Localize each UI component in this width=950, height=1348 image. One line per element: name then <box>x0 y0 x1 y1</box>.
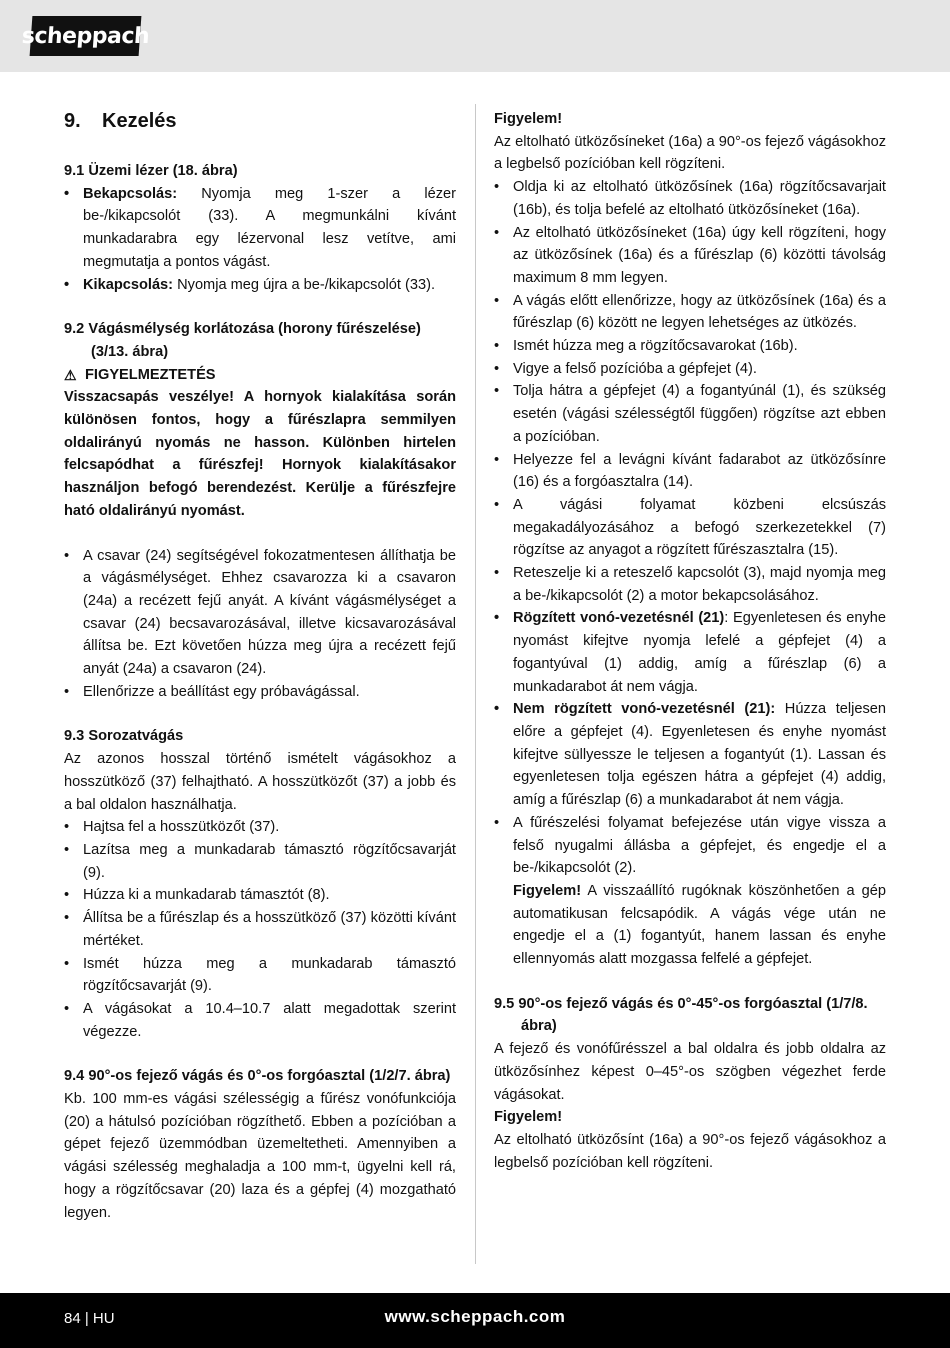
list-item <box>494 698 886 812</box>
list-item <box>494 176 886 221</box>
item-label: Kikapcsolás: <box>83 276 174 293</box>
warning-triangle-icon: ⚠ <box>64 366 77 383</box>
bullet: • <box>64 955 70 972</box>
bullet: • <box>64 547 70 564</box>
bullet: • <box>494 383 500 400</box>
heading-9-4: 9.4 90°-os fejező vágás és 0°-os forgóasztal (1/2/7. ábra) <box>64 1068 451 1085</box>
item-text: Ellenőrizze a beállítást egy próbavágással. <box>83 683 360 700</box>
list-item <box>494 290 886 335</box>
left-column <box>64 108 456 1224</box>
bullet: • <box>64 841 70 858</box>
list-item <box>494 494 886 562</box>
list-item <box>494 335 886 358</box>
item-label: Nem rögzített vonó-vezetésnél (21): <box>513 701 776 718</box>
attention-text-2: Az eltolható ütközősínt (16a) a 90°-os fejező vágásokhoz a legbelső pozícióban kell rögzíteni. <box>494 1131 886 1171</box>
item-text: Húzza ki a munkadarab támasztót (8). <box>83 887 330 904</box>
item-text: A vágási folyamat közbeni elcsúszás megakadályozásához a befogó szerkezetekkel (7) rögzítse az anyagot a rögzített fűrészasztalra (15). <box>513 496 886 559</box>
bullet: • <box>494 179 500 196</box>
list-9-3 <box>64 816 456 1043</box>
bullet: • <box>494 610 500 627</box>
warning-header <box>64 364 456 387</box>
list-item <box>64 274 456 297</box>
list-item <box>494 812 886 971</box>
item-text: Vigye a felső pozícióba a gépfejet (4). <box>513 360 757 377</box>
bullet: • <box>494 565 500 582</box>
item-text: Az eltolható ütközősíneket (16a) úgy kell rögzíteni, hogy az ütközősínek (16a) és a fűrészlap (6) közötti távolság maximum 8 mm legyen. <box>513 224 886 286</box>
bullet: • <box>494 701 500 718</box>
list-item <box>494 449 886 494</box>
paragraph-9-5: A fejező és vonófűrésszel a bal oldalra és jobb oldalra az ütközősínhez képest 0–45°-os szögben végezhet ferde vágásokat. <box>494 1041 886 1103</box>
website-link[interactable]: www.scheppach.com <box>384 1307 566 1326</box>
section-number: 9. <box>64 110 81 132</box>
paragraph-9-3: Az azonos hosszal történő ismételt vágásokhoz a hosszütköző (37) felhajtható. A hosszütközőt (37) a jobb és a bal oldalon használhatja. <box>64 751 456 813</box>
item-text: Húzza teljesen előre a gépfejet (4). Egyenletesen és enyhe nyomást kifejtve süllyessze le teljesen a fogantyút (1). Lassan és egyenletesen tolja egészen hátra a gépfejet (4) addig, amíg a fűrészlap (6) a munkadarabot át nem vágja. <box>513 701 886 809</box>
bullet: • <box>494 292 500 309</box>
bullet: • <box>494 224 500 241</box>
bullet: • <box>64 910 70 927</box>
footer-bar <box>0 1293 950 1348</box>
paragraph-9-4: Kb. 100 mm-es vágási szélességig a fűrész vonófunkciója (20) a hátulsó pozícióban rögzíthető. Ebben a pozícióban a gépet fejező üzemmódban üzemeltetheti. Amennyiben a vágási szélesség meghaladja a 100 mm-t, ügyelni kell rá, hogy a rögzítőcsavar (20) laza és a gépfej (4) mozgatható legyen. <box>64 1091 456 1221</box>
bullet: • <box>64 819 70 836</box>
item-text: Állítsa be a fűrészlap és a hosszütköző (37) közötti kívánt mértéket. <box>83 910 456 949</box>
column-divider <box>475 104 476 1264</box>
item-text: Helyezze fel a levágni kívánt fadarabot az ütközősínre (16) és a forgóasztalra (14). <box>513 451 886 491</box>
list-steps <box>494 176 886 971</box>
bullet: • <box>494 451 500 468</box>
list-item <box>64 816 456 839</box>
item-text: Ismét húzza meg a munkadarab támasztó rögzítőcsavarját (9). <box>83 955 456 995</box>
list-9-2 <box>64 545 456 704</box>
warning-text: Visszacsapás veszélye! A hornyok kialakítása során különösen fontos, hogy a fűrészlapra semmilyen oldalirányú nyomás ne hasson. Különben hirtelen felcsapódhat a fűrészfej! Hornyok kialakításakor használjon befogó berendezést. Kerülje a fűrészfejre ható oldalirányú nyomást. <box>64 389 456 519</box>
list-item <box>64 884 456 907</box>
item-text: Nyomja meg újra a be-/kikapcsolót (33). <box>173 276 436 293</box>
list-item <box>494 222 886 290</box>
list-item <box>64 681 456 704</box>
item-text: : Egyenletesen és enyhe nyomást kifejtve nyomja lefelé a gépfejet (4) a fogantyúval (1) addig, amíg a fűrészlap (6) a munkadarabot át nem vágja. <box>513 610 886 695</box>
item-text: A vágásokat a 10.4–10.7 alatt megadottak szerint végezze. <box>83 1000 456 1040</box>
bullet: • <box>494 496 500 513</box>
note-text: A visszaállító rugóknak köszönhetően a gép automatikusan felcsapódik. A vágás vége után ne engedje el a (1) fogantyút, hanem lassan és enyhe ellennyomás alatt mozgassa felfelé a gépfejet. <box>513 882 886 968</box>
warning-title: FIGYELMEZTETÉS <box>85 366 216 383</box>
list-item <box>64 545 456 681</box>
item-text: Ismét húzza meg a rögzítőcsavarokat (16b). <box>513 338 798 355</box>
attention-text: Az eltolható ütközősíneket (16a) a 90°-os fejező vágásokhoz a legbelső pozícióban kell rögzíteni. <box>494 133 886 173</box>
item-text: A fűrészelési folyamat befejezése után vigye vissza a felső nyugalmi állásba a gépfejet, és engedje el a be-/kikapcsolót (2). <box>513 814 886 877</box>
item-text: Oldja ki az eltolható ütközősínek (16a) rögzítőcsavarjait (16b), és tolja befelé az eltolható ütközősíneket (16a). <box>513 179 886 218</box>
list-item <box>64 907 456 952</box>
list-item <box>64 953 456 998</box>
list-item <box>494 358 886 381</box>
item-text: Lazítsa meg a munkadarab támasztó rögzítőcsavarját (9). <box>83 841 456 881</box>
attention-label-2: Figyelem! <box>494 1109 563 1126</box>
attention-label: Figyelem! <box>494 111 563 127</box>
item-text: A csavar (24) segítségével fokozatmentesen állíthatja be a vágásmélységet. Ehhez csavarozza ki a csavaron (24a) a recézett fejű anyát. A kívánt vágásmélységet a csavar (24) becsavarozásával, illetve kicsavarozásával állítsa be. Ezt követően húzza meg újra a recézett fejű anyát (24a) a csavaron (24). <box>83 547 456 678</box>
heading-9-5: 9.5 90°-os fejező vágás és 0°-45°-os forgóasztal (1/7/8. ábra) <box>494 995 868 1035</box>
brand-logo: scheppach <box>30 16 142 56</box>
bullet: • <box>494 360 500 377</box>
bullet: • <box>64 1000 70 1017</box>
heading-9-1: 9.1 Üzemi lézer (18. ábra) <box>64 163 238 179</box>
item-label: Rögzített vonó-vezetésnél (21) <box>513 610 725 627</box>
header-bar <box>0 0 950 72</box>
item-label: Bekapcsolás: <box>83 185 178 202</box>
bullet: • <box>64 276 70 293</box>
bullet: • <box>64 683 70 700</box>
page-number: 84 | HU <box>64 1310 115 1327</box>
item-text: Reteszelje ki a reteszelő kapcsolót (3), majd nyomja meg a be-/kikapcsolót (2) a motor bekapcsolásához. <box>513 565 886 604</box>
item-text: A vágás előtt ellenőrizze, hogy az ütközősínek (16a) és a fűrészlap (6) között ne legyen lehetséges az ütközés. <box>513 292 886 332</box>
bullet: • <box>494 814 500 831</box>
list-item <box>494 380 886 448</box>
list-9-1 <box>64 183 456 297</box>
section-title <box>64 108 456 134</box>
right-column <box>494 108 886 1174</box>
bullet: • <box>64 185 70 202</box>
list-item <box>64 183 456 274</box>
list-item <box>64 839 456 884</box>
bullet: • <box>494 338 500 355</box>
item-text: Nyomja meg 1-szer a lézer be-/kikapcsolót (33). A megmunkálni kívánt munkadarabra egy lézervonal lesz vetítve, ami megmutatja a pontos vágást. <box>83 185 456 270</box>
note-label: Figyelem! <box>513 882 582 899</box>
list-item <box>494 607 886 698</box>
list-item <box>494 562 886 607</box>
list-item <box>64 998 456 1043</box>
heading-9-3: 9.3 Sorozatvágás <box>64 728 184 745</box>
item-text: Hajtsa fel a hosszütközőt (37). <box>83 819 280 836</box>
heading-9-2: 9.2 Vágásmélység korlátozása (horony fűrészelése) (3/13. ábra) <box>64 321 421 360</box>
section-title-text: Kezelés <box>102 110 177 132</box>
item-text: Tolja hátra a gépfejet (4) a fogantyúnál (1), és szükség esetén (vágási szélességtől függően) rögzítse azt ebben a pozícióban. <box>513 383 886 445</box>
bullet: • <box>64 887 70 904</box>
